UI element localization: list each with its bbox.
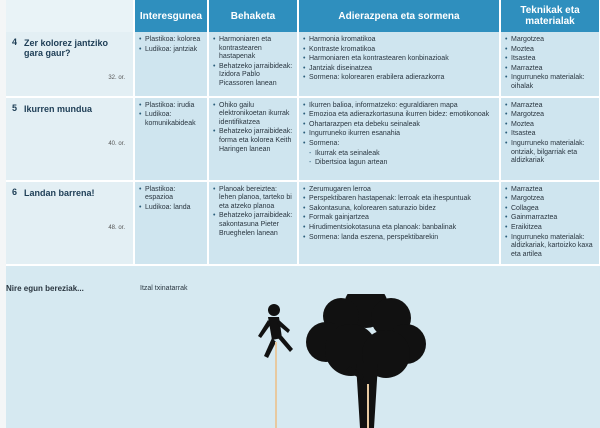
list-item: • Harmonia kromatikoa	[303, 36, 496, 45]
list-item: • Formak gainjartzea	[303, 214, 496, 223]
list-item: • Collagea	[505, 205, 596, 214]
cell-behaketa	[208, 97, 298, 181]
list-item: • Plastikoa: espazioa	[139, 186, 204, 203]
list-item: • Jantziak diseinatzea	[303, 65, 496, 74]
list-item: • Gainmarraztea	[505, 214, 596, 223]
list-item: • Marraztea	[505, 102, 596, 111]
lesson-number: 4	[12, 37, 18, 47]
list-item: • Moztea	[505, 46, 596, 55]
list-item: • Margotzea	[505, 195, 596, 204]
list-item: • Plastikoa: kolorea	[139, 36, 204, 45]
cell-interesgunea	[134, 97, 208, 181]
bullet-list	[505, 186, 596, 260]
list-item: • Marraztea	[505, 65, 596, 74]
list-item: • Eraikitzea	[505, 224, 596, 233]
lesson-page: 40. or.	[108, 140, 125, 147]
list-item: • Sormena: landa eszena, perspektibarekin	[303, 234, 496, 243]
sub-list-item: - Dibertsioa lagun artean	[309, 159, 496, 168]
header-interesgunea: Interesgunea	[134, 0, 208, 32]
table-row	[6, 97, 600, 181]
cell-behaketa	[208, 181, 298, 265]
bullet-list	[139, 36, 204, 54]
list-item: • Ikurren balioa, informatzeko: eguraldiaren mapa	[303, 102, 496, 111]
list-item: • Itsastea	[505, 130, 596, 139]
list-item: • Sormena: kolorearen erabilera adierazkorra	[303, 74, 496, 83]
sub-list-item: - Ikurrak eta seinaleak	[309, 150, 496, 159]
list-item: • Ingurruneko ikurren esanahia	[303, 130, 496, 139]
list-item: • Plastikoa: irudia	[139, 102, 204, 111]
bullet-list	[505, 102, 596, 166]
cell-interesgunea	[134, 181, 208, 265]
list-item: • Ingurruneko materialak: ontziak, bilgarriak eta aldizkariak	[505, 140, 596, 166]
cell-adierazpena	[298, 181, 500, 265]
list-item: • Marraztea	[505, 186, 596, 195]
lesson-cell	[6, 32, 134, 97]
bullet-list	[139, 102, 204, 129]
list-item: • Ludikoa: komunikabideak	[139, 111, 204, 128]
list-item: • Harmoniaren eta kontrastearen konbinazioak	[303, 55, 496, 64]
lesson-number: 6	[12, 186, 18, 197]
cell-interesgunea	[134, 32, 208, 97]
table-row	[6, 32, 600, 97]
lesson-title: Landan barrena!	[24, 187, 95, 198]
footer-nire: Nire egun bereziak...	[6, 284, 84, 293]
cell-teknikak	[500, 97, 600, 181]
list-item: • Harmoniaren eta kontrastearen hastapenak	[213, 36, 294, 62]
cell-adierazpena	[298, 97, 500, 181]
footer-itzal: Itzal txinatarrak	[140, 285, 188, 292]
list-item: • Margotzea	[505, 36, 596, 45]
list-item: • Sakontasuna, kolorearen saturazio bidez	[303, 205, 496, 214]
list-item: • Zerumugaren lerroa	[303, 186, 496, 195]
lesson-number: 5	[12, 102, 18, 113]
header-blank	[6, 0, 134, 32]
bullet-list	[213, 36, 294, 89]
list-item: • Ludikoa: jantziak	[139, 46, 204, 55]
bullet-list	[213, 186, 294, 239]
lesson-page: 32. or.	[108, 75, 125, 81]
header-behaketa: Behaketa	[208, 0, 298, 32]
cell-teknikak	[500, 32, 600, 97]
list-item: • Sormena:	[303, 140, 496, 149]
bullet-list	[303, 102, 496, 168]
lesson-cell	[6, 181, 134, 265]
list-item: • Behatzeko jarraibideak: sakontasuna Pieter Brueghelen lanean	[213, 212, 294, 238]
bullet-list	[303, 186, 496, 243]
list-item: • Perspektibaren hastapenak: lerroak eta ihespuntuak	[303, 195, 496, 204]
tree-silhouette	[306, 294, 426, 428]
bullet-list	[505, 36, 596, 92]
list-item: • Planoak bereiztea: lehen planoa, tarteko bi eta atzeko planoa	[213, 186, 294, 212]
cell-behaketa	[208, 32, 298, 97]
list-item: • Ingurruneko materialak: oihalak	[505, 74, 596, 91]
list-item: • Kontraste kromatikoa	[303, 46, 496, 55]
list-item: • Behatzeko jarraibideak: forma eta kolorea Keith Haringen lanean	[213, 128, 294, 154]
list-item: • Ingurruneko materialak: aldizkariak, kartoizko kaxa eta artilea	[505, 234, 596, 260]
cell-adierazpena	[298, 32, 500, 97]
lesson-title: Zer kolorez jantziko gara gaur?	[24, 38, 109, 58]
curriculum-table	[6, 0, 600, 266]
header-row	[6, 0, 600, 32]
bullet-list	[139, 186, 204, 213]
cell-teknikak	[500, 181, 600, 265]
list-item: • Emozioa eta adierazkortasuna ikurren bidez: emotikonoak	[303, 111, 496, 120]
list-item: • Itsastea	[505, 55, 596, 64]
bullet-list	[303, 36, 496, 83]
lesson-title: Ikurren mundua	[24, 103, 93, 114]
list-item: • Ohiko gailu elektronikoetan ikurrak identifikatzea	[213, 102, 294, 128]
list-item: • Hirudimentsiokotasuna eta planoak: banbalinak	[303, 224, 496, 233]
header-teknikak: Teknikak eta materialak	[500, 0, 600, 32]
list-item: • Margotzea	[505, 111, 596, 120]
shadow-scene	[6, 294, 600, 428]
table-row	[6, 181, 600, 265]
list-item: • Ohartarazpen eta debeku seinaleak	[303, 121, 496, 130]
bullet-list	[213, 102, 294, 155]
lesson-cell	[6, 97, 134, 181]
lesson-page: 48. or.	[108, 224, 125, 231]
list-item: • Moztea	[505, 121, 596, 130]
list-item: • Ludikoa: landa	[139, 204, 204, 213]
header-adierazpena: Adierazpena eta sormena	[298, 0, 500, 32]
list-item: • Behatzeko jarraibideak: Izidora Pablo Picassoren lanean	[213, 63, 294, 89]
